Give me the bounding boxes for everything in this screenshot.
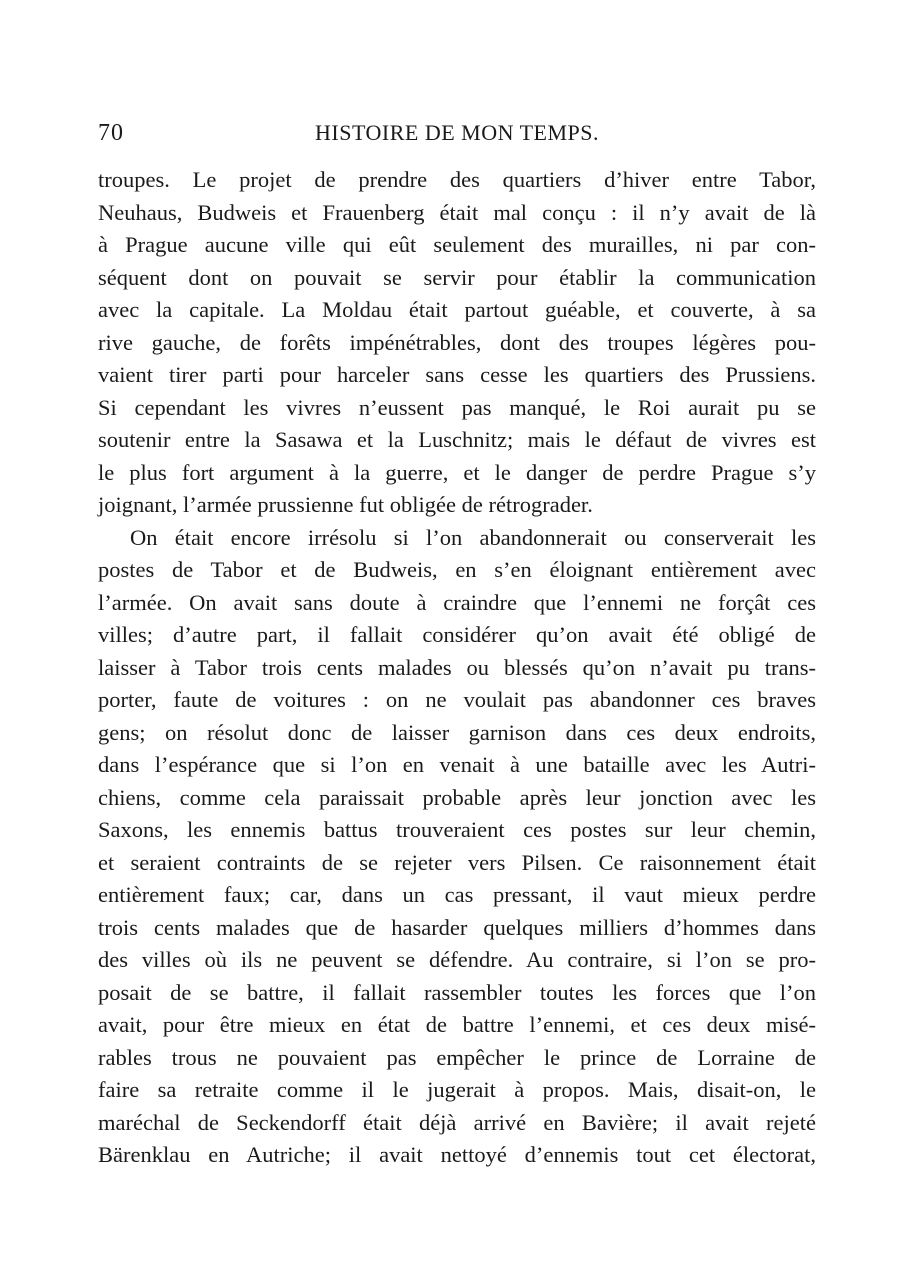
text-line: Neuhaus, Budweis et Frauenberg était mal conçu : il n’y avait de là [98,199,816,225]
text-line: avait, pour être mieux en état de battre l’ennemi, et ces deux misé- [98,1012,816,1037]
text-line: rables trous ne pouvaient pas empêcher le prince de Lorraine de [98,1044,816,1070]
text-line: le plus fort argument à la guerre, et le danger de perdre Prague s’y [98,459,816,485]
text-line: rive gauche, de forêts impénétrables, dont des troupes légères pou- [98,329,816,355]
text-line: soutenir entre la Sasawa et la Luschnitz; mais le défaut de vivres est [98,427,816,452]
running-title: HISTOIRE DE MON TEMPS. [315,120,599,145]
text-line: posait de se battre, il fallait rassembler toutes les forces que l’on [98,979,816,1005]
text-line: à Prague aucune ville qui eût seulement des murailles, ni par con- [98,232,816,257]
running-head [98,112,816,156]
text-line: maréchal de Seckendorff était déjà arrivé en Bavière; il avait rejeté [98,1109,816,1135]
text-line: et seraient contraints de se rejeter vers Pilsen. Ce raisonnement était [98,849,816,875]
text-line: séquent dont on pouvait se servir pour établir la communication [98,264,816,290]
text-line: entièrement faux; car, dans un cas pressant, il vaut mieux perdre [98,882,816,907]
text-line: faire sa retraite comme il le jugerait à propos. Mais, disait-on, le [98,1077,816,1102]
text-line: villes; d’autre part, il fallait considérer qu’on avait été obligé de [98,622,816,647]
text-line: des villes où ils ne peuvent se défendre. Au contraire, si l’on se pro- [98,947,816,972]
text-line: trois cents malades que de hasarder quelques milliers d’hommes dans [98,914,816,940]
paragraph [98,164,816,522]
text-line: troupes. Le projet de prendre des quartiers d’hiver entre Tabor, [98,167,816,192]
text-line: laisser à Tabor trois cents malades ou blessés qu’on n’avait pu trans- [98,654,816,680]
text-line: Saxons, les ennemis battus trouveraient ces postes sur leur chemin, [98,817,816,842]
text-line: On était encore irrésolu si l’on abandonnerait ou conserverait les [130,524,816,550]
text-line: postes de Tabor et de Budweis, en s’en éloignant entièrement avec [98,557,816,582]
text-line: Bärenklau en Autriche; il avait nettoyé d’ennemis tout cet électorat, [98,1142,816,1167]
text-line: avec la capitale. La Moldau était partout guéable, et couverte, à sa [98,297,816,322]
text-line: Si cependant les vivres n’eussent pas manqué, le Roi aurait pu se [98,394,816,420]
page-number: 70 [98,120,124,146]
text-line: gens; on résolut donc de laisser garnison dans ces deux endroits, [98,719,816,745]
book-page [98,112,816,1172]
text-line: dans l’espérance que si l’on en venait à une bataille avec les Autri- [98,752,816,777]
text-line: joignant, l’armée prussienne fut obligée de rétrograder. [98,492,593,517]
body-text [98,164,816,1172]
text-line: porter, faute de voitures : on ne voulait pas abandonner ces braves [98,687,816,712]
paragraph [98,522,816,1172]
text-line: chiens, comme cela paraissait probable après leur jonction avec les [98,784,816,810]
text-line: l’armée. On avait sans doute à craindre que l’ennemi ne forçât ces [98,589,816,615]
text-line: vaient tirer parti pour harceler sans cesse les quartiers des Prussiens. [98,362,816,387]
